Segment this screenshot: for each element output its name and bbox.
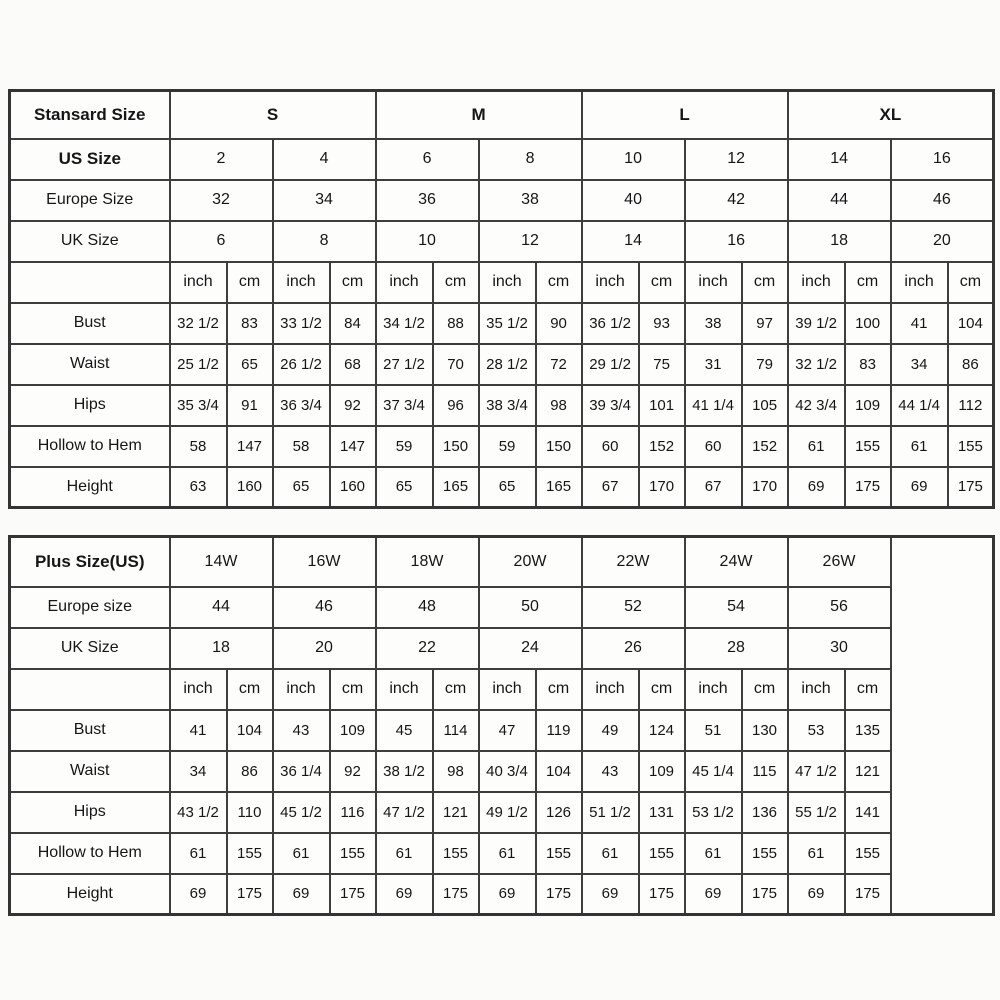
measurement-value-cell: 98 [433, 751, 479, 792]
measurement-value-cell: 45 1/4 [685, 751, 742, 792]
measurement-value-cell: 105 [742, 385, 788, 426]
size-value-cell: 6 [376, 139, 479, 180]
row-label: Height [10, 467, 170, 508]
row-label: Height [10, 874, 170, 915]
measurement-value-cell: 90 [536, 303, 582, 344]
measurement-value-cell: 44 1/4 [891, 385, 948, 426]
measurement-value-cell: 69 [376, 874, 433, 915]
plus-size-header: 24W [685, 537, 788, 587]
measurement-value-cell: 135 [845, 710, 891, 751]
measurement-value-cell: 27 1/2 [376, 344, 433, 385]
unit-header: inch [479, 669, 536, 710]
measurement-value-cell: 61 [582, 833, 639, 874]
corner-label: Plus Size(US) [10, 537, 170, 587]
measurement-value-cell: 61 [170, 833, 227, 874]
measurement-value-cell: 43 [273, 710, 330, 751]
unit-header: inch [788, 669, 845, 710]
measurement-value-cell: 39 3/4 [582, 385, 639, 426]
measurement-value-cell: 114 [433, 710, 479, 751]
row-label: Europe size [10, 587, 170, 628]
measurement-value-cell: 115 [742, 751, 788, 792]
measurement-value-cell: 51 1/2 [582, 792, 639, 833]
measurement-value-cell: 47 1/2 [788, 751, 845, 792]
unit-header: cm [742, 262, 788, 303]
measurement-value-cell: 124 [639, 710, 685, 751]
measurement-value-cell: 68 [330, 344, 376, 385]
measurement-value-cell: 69 [479, 874, 536, 915]
measurement-value-cell: 175 [433, 874, 479, 915]
size-value-cell: 16 [891, 139, 994, 180]
measurement-value-cell: 121 [845, 751, 891, 792]
row-label: Hollow to Hem [10, 833, 170, 874]
measurement-value-cell: 55 1/2 [788, 792, 845, 833]
measurement-value-cell: 69 [685, 874, 742, 915]
measurement-value-cell: 53 [788, 710, 845, 751]
measurement-value-cell: 38 [685, 303, 742, 344]
measurement-value-cell: 41 [170, 710, 227, 751]
measurement-value-cell: 61 [788, 833, 845, 874]
measurement-value-cell: 45 [376, 710, 433, 751]
row-label: Hollow to Hem [10, 426, 170, 467]
size-value-cell: 56 [788, 587, 891, 628]
measurement-value-cell: 67 [582, 467, 639, 508]
measurement-value-cell: 65 [479, 467, 536, 508]
unit-header: cm [948, 262, 994, 303]
measurement-value-cell: 65 [376, 467, 433, 508]
measurement-value-cell: 104 [948, 303, 994, 344]
size-value-cell: 20 [891, 221, 994, 262]
measurement-value-cell: 83 [227, 303, 273, 344]
measurement-value-cell: 88 [433, 303, 479, 344]
measurement-value-cell: 36 1/4 [273, 751, 330, 792]
unit-header: cm [433, 669, 479, 710]
measurement-value-cell: 37 3/4 [376, 385, 433, 426]
measurement-value-cell: 175 [227, 874, 273, 915]
measurement-value-cell: 83 [845, 344, 891, 385]
size-group-header: M [376, 91, 582, 139]
size-value-cell: 32 [170, 180, 273, 221]
plus-size-header: 22W [582, 537, 685, 587]
measurement-value-cell: 43 [582, 751, 639, 792]
measurement-value-cell: 70 [433, 344, 479, 385]
measurement-value-cell: 61 [788, 426, 845, 467]
measurement-value-cell: 63 [170, 467, 227, 508]
measurement-value-cell: 92 [330, 385, 376, 426]
measurement-value-cell: 96 [433, 385, 479, 426]
measurement-value-cell: 86 [948, 344, 994, 385]
measurement-value-cell: 119 [536, 710, 582, 751]
measurement-value-cell: 130 [742, 710, 788, 751]
measurement-value-cell: 72 [536, 344, 582, 385]
size-value-cell: 28 [685, 628, 788, 669]
measurement-value-cell: 67 [685, 467, 742, 508]
measurement-value-cell: 35 3/4 [170, 385, 227, 426]
measurement-value-cell: 104 [536, 751, 582, 792]
row-label: UK Size [10, 628, 170, 669]
measurement-value-cell: 34 [170, 751, 227, 792]
size-value-cell: 14 [582, 221, 685, 262]
measurement-value-cell: 69 [891, 467, 948, 508]
unit-header: cm [227, 669, 273, 710]
measurement-value-cell: 34 [891, 344, 948, 385]
measurement-value-cell: 79 [742, 344, 788, 385]
row-label: Waist [10, 751, 170, 792]
measurement-value-cell: 155 [433, 833, 479, 874]
plus-size-header: 20W [479, 537, 582, 587]
unit-header: cm [639, 669, 685, 710]
measurement-value-cell: 92 [330, 751, 376, 792]
measurement-value-cell: 175 [536, 874, 582, 915]
measurement-value-cell: 41 [891, 303, 948, 344]
size-group-header: XL [788, 91, 994, 139]
measurement-value-cell: 131 [639, 792, 685, 833]
unit-header: inch [170, 262, 227, 303]
measurement-value-cell: 49 [582, 710, 639, 751]
unit-header: inch [788, 262, 845, 303]
size-value-cell: 18 [170, 628, 273, 669]
measurement-value-cell: 40 3/4 [479, 751, 536, 792]
unit-header: cm [742, 669, 788, 710]
size-group-header: L [582, 91, 788, 139]
measurement-value-cell: 98 [536, 385, 582, 426]
measurement-value-cell: 109 [845, 385, 891, 426]
size-value-cell: 10 [582, 139, 685, 180]
measurement-value-cell: 155 [330, 833, 376, 874]
row-label: Hips [10, 385, 170, 426]
row-label: UK Size [10, 221, 170, 262]
measurement-value-cell: 31 [685, 344, 742, 385]
size-value-cell: 30 [788, 628, 891, 669]
measurement-value-cell: 155 [845, 833, 891, 874]
measurement-value-cell: 32 1/2 [788, 344, 845, 385]
measurement-value-cell: 60 [582, 426, 639, 467]
size-value-cell: 18 [788, 221, 891, 262]
size-value-cell: 36 [376, 180, 479, 221]
measurement-value-cell: 170 [742, 467, 788, 508]
unit-header: cm [433, 262, 479, 303]
measurement-value-cell: 150 [536, 426, 582, 467]
measurement-value-cell: 175 [330, 874, 376, 915]
measurement-value-cell: 110 [227, 792, 273, 833]
empty-spacer-cell [891, 537, 994, 915]
measurement-value-cell: 47 1/2 [376, 792, 433, 833]
measurement-value-cell: 58 [170, 426, 227, 467]
measurement-value-cell: 150 [433, 426, 479, 467]
measurement-value-cell: 112 [948, 385, 994, 426]
row-label: US Size [10, 139, 170, 180]
size-value-cell: 44 [788, 180, 891, 221]
unit-header: cm [845, 669, 891, 710]
measurement-value-cell: 25 1/2 [170, 344, 227, 385]
size-value-cell: 34 [273, 180, 376, 221]
measurement-value-cell: 69 [582, 874, 639, 915]
measurement-value-cell: 33 1/2 [273, 303, 330, 344]
unit-header: cm [845, 262, 891, 303]
measurement-value-cell: 69 [170, 874, 227, 915]
measurement-value-cell: 61 [376, 833, 433, 874]
measurement-value-cell: 36 1/2 [582, 303, 639, 344]
measurement-value-cell: 175 [639, 874, 685, 915]
unit-header: inch [582, 262, 639, 303]
measurement-value-cell: 45 1/2 [273, 792, 330, 833]
size-value-cell: 46 [891, 180, 994, 221]
measurement-value-cell: 155 [742, 833, 788, 874]
measurement-value-cell: 59 [479, 426, 536, 467]
unit-header: inch [273, 262, 330, 303]
standard-size-table-body [10, 91, 994, 508]
empty-label-cell [10, 669, 170, 710]
size-value-cell: 44 [170, 587, 273, 628]
measurement-value-cell: 69 [788, 467, 845, 508]
measurement-value-cell: 61 [479, 833, 536, 874]
measurement-value-cell: 155 [536, 833, 582, 874]
unit-header: cm [536, 262, 582, 303]
measurement-value-cell: 155 [227, 833, 273, 874]
size-value-cell: 12 [685, 139, 788, 180]
measurement-value-cell: 58 [273, 426, 330, 467]
measurement-value-cell: 84 [330, 303, 376, 344]
unit-header: inch [376, 669, 433, 710]
measurement-value-cell: 41 1/4 [685, 385, 742, 426]
measurement-value-cell: 59 [376, 426, 433, 467]
size-group-header: S [170, 91, 376, 139]
unit-header: cm [227, 262, 273, 303]
measurement-value-cell: 36 3/4 [273, 385, 330, 426]
measurement-value-cell: 51 [685, 710, 742, 751]
row-label: Bust [10, 710, 170, 751]
measurement-value-cell: 175 [845, 467, 891, 508]
measurement-value-cell: 165 [433, 467, 479, 508]
corner-label: Stansard Size [10, 91, 170, 139]
measurement-value-cell: 152 [742, 426, 788, 467]
measurement-value-cell: 160 [227, 467, 273, 508]
plus-size-header: 16W [273, 537, 376, 587]
plus-size-header: 14W [170, 537, 273, 587]
size-value-cell: 2 [170, 139, 273, 180]
measurement-value-cell: 147 [330, 426, 376, 467]
row-label: Waist [10, 344, 170, 385]
unit-header: cm [639, 262, 685, 303]
size-value-cell: 20 [273, 628, 376, 669]
measurement-value-cell: 100 [845, 303, 891, 344]
unit-header: cm [330, 669, 376, 710]
measurement-value-cell: 126 [536, 792, 582, 833]
measurement-value-cell: 155 [639, 833, 685, 874]
empty-label-cell [10, 262, 170, 303]
measurement-value-cell: 116 [330, 792, 376, 833]
measurement-value-cell: 175 [742, 874, 788, 915]
measurement-value-cell: 175 [948, 467, 994, 508]
plus-size-table-body [10, 537, 994, 915]
measurement-value-cell: 38 1/2 [376, 751, 433, 792]
measurement-value-cell: 109 [639, 751, 685, 792]
measurement-value-cell: 141 [845, 792, 891, 833]
measurement-value-cell: 65 [227, 344, 273, 385]
size-value-cell: 4 [273, 139, 376, 180]
size-chart-sheet [8, 89, 992, 916]
measurement-value-cell: 53 1/2 [685, 792, 742, 833]
measurement-value-cell: 29 1/2 [582, 344, 639, 385]
measurement-value-cell: 86 [227, 751, 273, 792]
unit-header: inch [685, 262, 742, 303]
measurement-value-cell: 165 [536, 467, 582, 508]
measurement-value-cell: 109 [330, 710, 376, 751]
measurement-value-cell: 35 1/2 [479, 303, 536, 344]
measurement-value-cell: 152 [639, 426, 685, 467]
size-value-cell: 10 [376, 221, 479, 262]
measurement-value-cell: 26 1/2 [273, 344, 330, 385]
measurement-value-cell: 136 [742, 792, 788, 833]
measurement-value-cell: 69 [788, 874, 845, 915]
measurement-value-cell: 97 [742, 303, 788, 344]
measurement-value-cell: 93 [639, 303, 685, 344]
row-label: Bust [10, 303, 170, 344]
unit-header: inch [273, 669, 330, 710]
size-value-cell: 38 [479, 180, 582, 221]
measurement-value-cell: 61 [891, 426, 948, 467]
measurement-value-cell: 28 1/2 [479, 344, 536, 385]
size-value-cell: 54 [685, 587, 788, 628]
size-value-cell: 40 [582, 180, 685, 221]
size-value-cell: 22 [376, 628, 479, 669]
size-value-cell: 42 [685, 180, 788, 221]
unit-header: inch [376, 262, 433, 303]
measurement-value-cell: 160 [330, 467, 376, 508]
size-value-cell: 24 [479, 628, 582, 669]
plus-size-header: 18W [376, 537, 479, 587]
unit-header: inch [479, 262, 536, 303]
size-value-cell: 46 [273, 587, 376, 628]
measurement-value-cell: 47 [479, 710, 536, 751]
measurement-value-cell: 32 1/2 [170, 303, 227, 344]
measurement-value-cell: 155 [948, 426, 994, 467]
row-label: Europe Size [10, 180, 170, 221]
unit-header: cm [536, 669, 582, 710]
size-value-cell: 6 [170, 221, 273, 262]
measurement-value-cell: 121 [433, 792, 479, 833]
row-label: Hips [10, 792, 170, 833]
plus-size-table [8, 535, 995, 916]
measurement-value-cell: 91 [227, 385, 273, 426]
measurement-value-cell: 39 1/2 [788, 303, 845, 344]
size-value-cell: 50 [479, 587, 582, 628]
measurement-value-cell: 101 [639, 385, 685, 426]
measurement-value-cell: 69 [273, 874, 330, 915]
plus-size-header: 26W [788, 537, 891, 587]
measurement-value-cell: 42 3/4 [788, 385, 845, 426]
unit-header: inch [170, 669, 227, 710]
size-value-cell: 48 [376, 587, 479, 628]
measurement-value-cell: 75 [639, 344, 685, 385]
size-value-cell: 26 [582, 628, 685, 669]
unit-header: inch [685, 669, 742, 710]
measurement-value-cell: 155 [845, 426, 891, 467]
unit-header: cm [330, 262, 376, 303]
measurement-value-cell: 65 [273, 467, 330, 508]
unit-header: inch [582, 669, 639, 710]
size-value-cell: 14 [788, 139, 891, 180]
size-value-cell: 16 [685, 221, 788, 262]
measurement-value-cell: 61 [273, 833, 330, 874]
measurement-value-cell: 175 [845, 874, 891, 915]
measurement-value-cell: 34 1/2 [376, 303, 433, 344]
measurement-value-cell: 49 1/2 [479, 792, 536, 833]
measurement-value-cell: 147 [227, 426, 273, 467]
size-value-cell: 52 [582, 587, 685, 628]
size-value-cell: 8 [479, 139, 582, 180]
measurement-value-cell: 38 3/4 [479, 385, 536, 426]
unit-header: inch [891, 262, 948, 303]
measurement-value-cell: 170 [639, 467, 685, 508]
standard-size-table [8, 89, 995, 509]
measurement-value-cell: 61 [685, 833, 742, 874]
size-value-cell: 12 [479, 221, 582, 262]
size-value-cell: 8 [273, 221, 376, 262]
measurement-value-cell: 43 1/2 [170, 792, 227, 833]
measurement-value-cell: 60 [685, 426, 742, 467]
measurement-value-cell: 104 [227, 710, 273, 751]
